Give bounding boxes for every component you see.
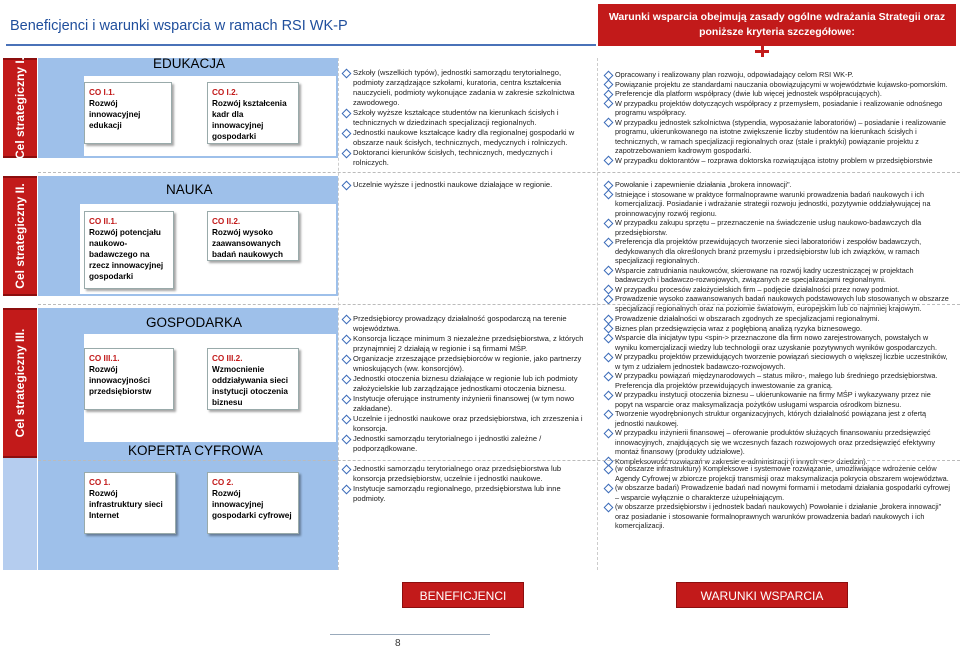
beneficiaries-list-4 [342,464,588,524]
list-item: Jednostki samorządu terytorialnego oraz przedsiębiorstwa lub konsorcja przedsiębiorstw, uczelnie i jednostki naukowe. [342,464,588,484]
objective-box [84,211,174,289]
conditions-label: WARUNKI WSPARCIA [676,582,848,608]
objective-code: CO II.2. [212,217,241,226]
objective-box [84,472,176,534]
list-item: W przypadku zakupu sprzętu – przeznaczenie na świadczenie usług naukowo-badawczych dla przedsiębiorstw. [604,218,950,237]
list-item: W przypadku inżynierii finansowej – oferowanie produktów służących finansowaniu przedsięwzięć innowacyjnych, znajdujących się we wczesnych fazach rozwojowych oraz przedsięwzięć efektywny montaż finansowy (produkty udziałowe). [604,428,950,457]
list-item: Jednostki otoczenia biznesu działające w regionie lub ich podmioty założycielskie lub zarządzające jednostkami otoczenia biznesu. [342,374,588,394]
objective-box [207,348,299,410]
objective-code: CO 2. [212,478,234,487]
section-band-1 [3,58,37,158]
pillar-title-nauka: NAUKA [166,182,213,197]
list-item: (w obszarze infrastruktury) Kompleksowe i systemowe rozwiązanie, umożliwiające wdrożenie celów Agendy Cyfrowej w zbiorcze projekcji transmisji oraz maksymalizacja pokrycia obszarem województwa. [604,464,950,483]
section-band-label: Cel strategiczny II. [13,183,27,289]
objective-code: CO I.1. [89,88,115,97]
list-item: W przypadku instytucji otoczenia biznesu – ukierunkowanie na firmy MŚP i wykazywany przez nie popyt na wsparcie oraz maksymalizacja pożytków usługami wsparcia ośrodkom biznesu. [604,390,950,409]
list-item: Powołanie i zapewnienie działania „brokera innowacji". [604,180,950,190]
page-number: 8 [395,638,401,649]
page-title: Beneficjenci i warunki wsparcia w ramach RSI WK-P [10,18,348,34]
section-band-2 [3,176,37,296]
objective-desc: Rozwój infrastruktury sieci Internet [89,489,163,520]
conditions-list-4 [604,464,951,530]
pillar-title-edukacja: EDUKACJA [153,56,226,71]
objective-box [207,82,299,144]
section-band-label: Cel strategiczny III. [13,328,27,438]
list-item: Doktoranci kierunków ścisłych, technicznych, medycznych i rolniczych. [342,148,588,168]
list-item: Konsorcja liczące minimum 3 niezależne przedsiębiorstwa, z których przynajmniej 2 działają w regionie i są firmami MŚP. [342,334,588,354]
objective-code: CO I.2. [212,88,238,97]
beneficiaries-list-1 [342,68,588,168]
objective-desc: Rozwój innowacyjności przedsiębiorstw [89,365,152,396]
list-item: Uczelnie wyższe i jednostki naukowe działające w regionie. [342,180,588,190]
objective-desc: Rozwój kształcenia kadr dla innowacyjnej gospodarki [212,99,287,141]
list-item: Jednostki naukowe kształcące kadry dla regionalnej gospodarki w obszarze nauk ścisłych, technicznych, medycznych i rolniczych. [342,128,588,148]
list-item: Powiązanie projektu ze standardami nauczania obowiązującymi w województwie kujawsko-pomorskim. [604,80,950,90]
conditions-list-3 [604,314,950,466]
list-item: W przypadku jednostek szkolnictwa (stypendia, wyposażanie laboratoriów) – posiadanie i realizowanie programu, ukierunkowanego na istotne zwiększenie liczby studentów na kierunkach ścisłych i technicznych, w ramach specjalizacji regionalnych oraz (stale i praktyki) powiązanie projektu z zapotrzebowaniem kadrowym gospodarki. [604,118,950,156]
section-band-3 [3,308,37,458]
list-item: Opracowany i realizowany plan rozwoju, odpowiadający celom RSI WK-P. [604,70,950,80]
list-item: Instytucje oferujące instrumenty inżynierii finansowej (w tym nowo zakładane). [342,394,588,414]
list-item: Preferencja dla projektów przewidujących tworzenie sieci laboratoriów i zespołów badawczych, dedykowanych dla określonych branż przemysłu i przedsiębiorstw lub ich związków, w ramach specjalizacji regionalnych. [604,237,950,266]
objective-desc: Rozwój innowacyjnej gospodarki cyfrowej [212,489,292,520]
list-item: Jednostki samorządu terytorialnego i jednostki zależne / podporządkowane. [342,434,588,454]
objective-code: CO 1. [89,478,111,487]
objective-code: CO II.1. [89,217,118,226]
conditions-list-1 [604,70,950,170]
objective-box [207,211,299,261]
footer-rule [330,634,490,635]
list-item: Instytucje samorządu regionalnego, przedsiębiorstwa lub inne podmioty. [342,484,588,504]
header-rule [6,44,596,46]
pillar-title-koperta-cyfrowa: KOPERTA CYFROWA [128,443,263,458]
beneficiaries-list-3 [342,314,588,456]
objective-desc: Rozwój innowacyjnej edukacji [89,99,141,130]
list-item: (w obszarze badań) Prowadzenie badań nad nowymi formami i metodami działania gospodarki cyfrowej – wsparcie wyłącznie o charakterze użupełniającym. [604,483,950,502]
objective-box [207,472,299,534]
list-item: (w obszarze przedsiębiorstw i jednostek badań naukowych) Powołanie i działanie „brokera innowacji" oraz posiadanie i stosowanie formalnoprawnych warunków prowadzenia badań naukowych i ich komercjalizacji. [604,502,950,531]
conditions-list-2 [604,180,950,313]
objective-code: CO III.1. [89,354,120,363]
objective-desc: Wzmocnienie oddziaływania sieci instytucji otoczenia biznesu [212,365,288,407]
list-item: Wsparcie dla inicjatyw typu <spin-> przeznaczone dla firm nowo zarejestrowanych, powstałych w wyniku komercjalizacji wiedzy lub technologii oraz uzyskanie pozytywnych wyników gospodarczych. [604,333,950,352]
objective-code: CO III.2. [212,354,243,363]
list-item: Kompleksowość rozwiązań w zakresie e-administracji (i innych <e-> dziedzin). [604,457,950,467]
list-item: Szkoły wyższe kształcące studentów na kierunkach ścisłych i technicznych w dziedzinach specjalizacji regionalnych. [342,108,588,128]
objective-box [84,82,172,144]
list-item: Preferencje dla platform współpracy (dwie lub więcej jednostek współpracujących). [604,89,950,99]
column-divider [338,58,339,570]
objective-box [84,348,174,410]
beneficiaries-label: BENEFICJENCI [402,582,524,608]
pillar-title-gospodarka: GOSPODARKA [146,315,243,330]
section-band-label: Cel strategiczny I. [13,56,27,160]
section-divider [38,460,960,461]
list-item: Organizacje zrzeszające przedsiębiorców w regionie, jako partnerzy wnioskujących (ww. konsorcjów). [342,354,588,374]
section-divider [38,172,960,173]
list-item: W przypadku projektów przewidujących tworzenie powiązań sieciowych o większej liczbie uczestników, w tym z udziałem jednostek badawczo-rozwojowych. [604,352,950,371]
list-item: Tworzenie wyodrębnionych struktur organizacyjnych, których działalność powiązana jest z ofertą jednostki naukowej. [604,409,950,428]
beneficiaries-list-2 [342,180,588,220]
list-item: Prowadzenie wysoko zaawansowanych badań naukowych podstawowych lub stosowanych w obszarze specjalizacji regionalnych oraz na poziomie światowym, europejskim lub co najmniej krajowym. [604,294,950,313]
list-item: W przypadku powiązań międzynarodowych – status mikro-, małego lub średniego przedsiębiorstwa. Preferencja dla projektów przewidujących inwestowanie za granicą. [604,371,950,390]
list-item: Wsparcie zatrudniania naukowców, skierowane na rozwój kadry uczestniczącej w projektach badawczych i badawczo-rozwojowych, związanych ze specjalizacjami regionalnymi. [604,266,950,285]
criteria-header-box: Warunki wsparcia obejmują zasady ogólne wdrażania Strategii oraz poniższe kryteria szczegółowe: [598,4,956,46]
list-item: Przedsiębiorcy prowadzący działalność gospodarczą na terenie województwa. [342,314,588,334]
list-item: W przypadku procesów założycielskich firm – podjęcie działalności przez nowy podmiot. [604,285,950,295]
list-item: Biznes plan przedsięwzięcia wraz z pogłębioną analizą ryzyka biznesowego. [604,324,950,334]
objective-desc: Rozwój potencjału naukowo-badawczego na rzecz innowacyjnej gospodarki [89,228,164,281]
list-item: W przypadku projektów dotyczących współpracy z przemysłem, posiadanie i realizowanie odnośnego programu współpracy. [604,99,950,118]
list-item: W przypadku doktorantów – rozprawa doktorska rozwiązująca istotny problem w przedsiębiorstwie [604,156,950,166]
column-divider [597,58,598,570]
section-band-4 [3,458,37,570]
list-item: Istniejące i stosowane w praktyce formalnoprawne warunki prowadzenia badań naukowych i ich komercjalizacji. Posiadanie i wdrażanie strategii rozwoju jednostki, pozytywnie oddziaływującej na proinnowacyjny rozwój regionu. [604,190,950,219]
list-item: Szkoły (wszelkich typów), jednostki samorządu terytorialnego, podmioty zarządzające szkołami, kuratoria, centra kształcenia nauczycieli, podmioty wykonujące zadania w zakresie szkolnictwa zawodowego. [342,68,588,108]
objective-desc: Rozwój wysoko zaawansowanych badań naukowych [212,228,283,259]
plus-icon-bar [755,50,769,53]
list-item: Uczelnie i jednostki naukowe oraz przedsiębiorstwa, ich zrzeszenia i konsorcja. [342,414,588,434]
list-item: Prowadzenie działalności w obszarach zgodnych ze specjalizacjami regionalnymi. [604,314,950,324]
section-divider [38,304,960,305]
